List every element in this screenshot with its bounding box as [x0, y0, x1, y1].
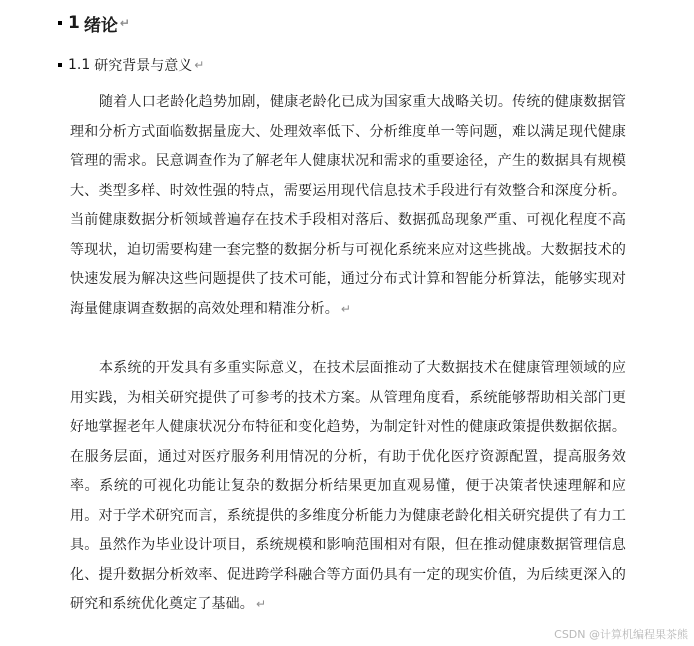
section-number: 1.1: [68, 57, 91, 73]
chapter-heading: [58, 8, 130, 38]
section-title: 研究背景与意义: [94, 58, 193, 74]
section-heading: [58, 52, 204, 78]
paragraph-text: 本系统的开发具有多重实际意义，在技术层面推动了大数据技术在健康管理领域的应用实践，为相关研究提供了可参考的技术方案。从管理角度看，系统能够帮助相关部门更好地掌握老年人健康状况分布特征和变化趋势，为制定针对性的健康政策提供数据依据。在服务层面，通过对医疗服务利用情况的分析，有助于优化医疗资源配置，提高服务效率。系统的可视化功能让复杂的数据分析结果更加直观易懂，便于决策者快速理解和应用。对于学术研究而言，系统提供的多维度分析能力为健康老龄化相关研究提供了有力工具。虽然作为毕业设计项目，系统规模和影响范围相对有限，但在推动健康数据管理信息化、提升数据分析效率、促进跨学科融合等方面仍具有一定的现实价值，为后续更深入的研究和系统优化奠定了基础。: [70, 360, 626, 612]
paragraph-text: 随着人口老龄化趋势加剧，健康老龄化已成为国家重大战略关切。传统的健康数据管理和分析方式面临数据量庞大、处理效率低下、分析维度单一等问题，难以满足现代健康管理的需求。民意调查作为了解老年人健康状况和需求的重要途径，产生的数据具有规模大、类型多样、时效性强的特点，需要运用现代信息技术手段进行有效整合和深度分析。当前健康数据分析领域普遍存在技术手段相对落后、数据孤岛现象严重、可视化程度不高等现状，迫切需要构建一套完整的数据分析与可视化系统来应对这些挑战。大数据技术的快速发展为解决这些问题提供了技术可能，通过分布式计算和智能分析算法，能够实现对海量健康调查数据的高效处理和精准分析。: [70, 94, 626, 317]
paragraph-mark-icon: ↵: [255, 597, 267, 611]
watermark: CSDN @计算机编程果茶熊: [554, 628, 688, 641]
paragraph-mark-icon: ↵: [119, 16, 130, 30]
heading-bullet-marker: [58, 21, 62, 25]
chapter-title: 绪论: [83, 15, 118, 36]
paragraph-mark-icon: ↵: [340, 301, 352, 316]
heading-bullet-marker: [58, 63, 62, 67]
chapter-number: 1: [68, 13, 80, 33]
body-paragraph-2: [70, 354, 626, 620]
body-paragraph-1: [70, 88, 626, 324]
paragraph-mark-icon: ↵: [194, 58, 205, 72]
